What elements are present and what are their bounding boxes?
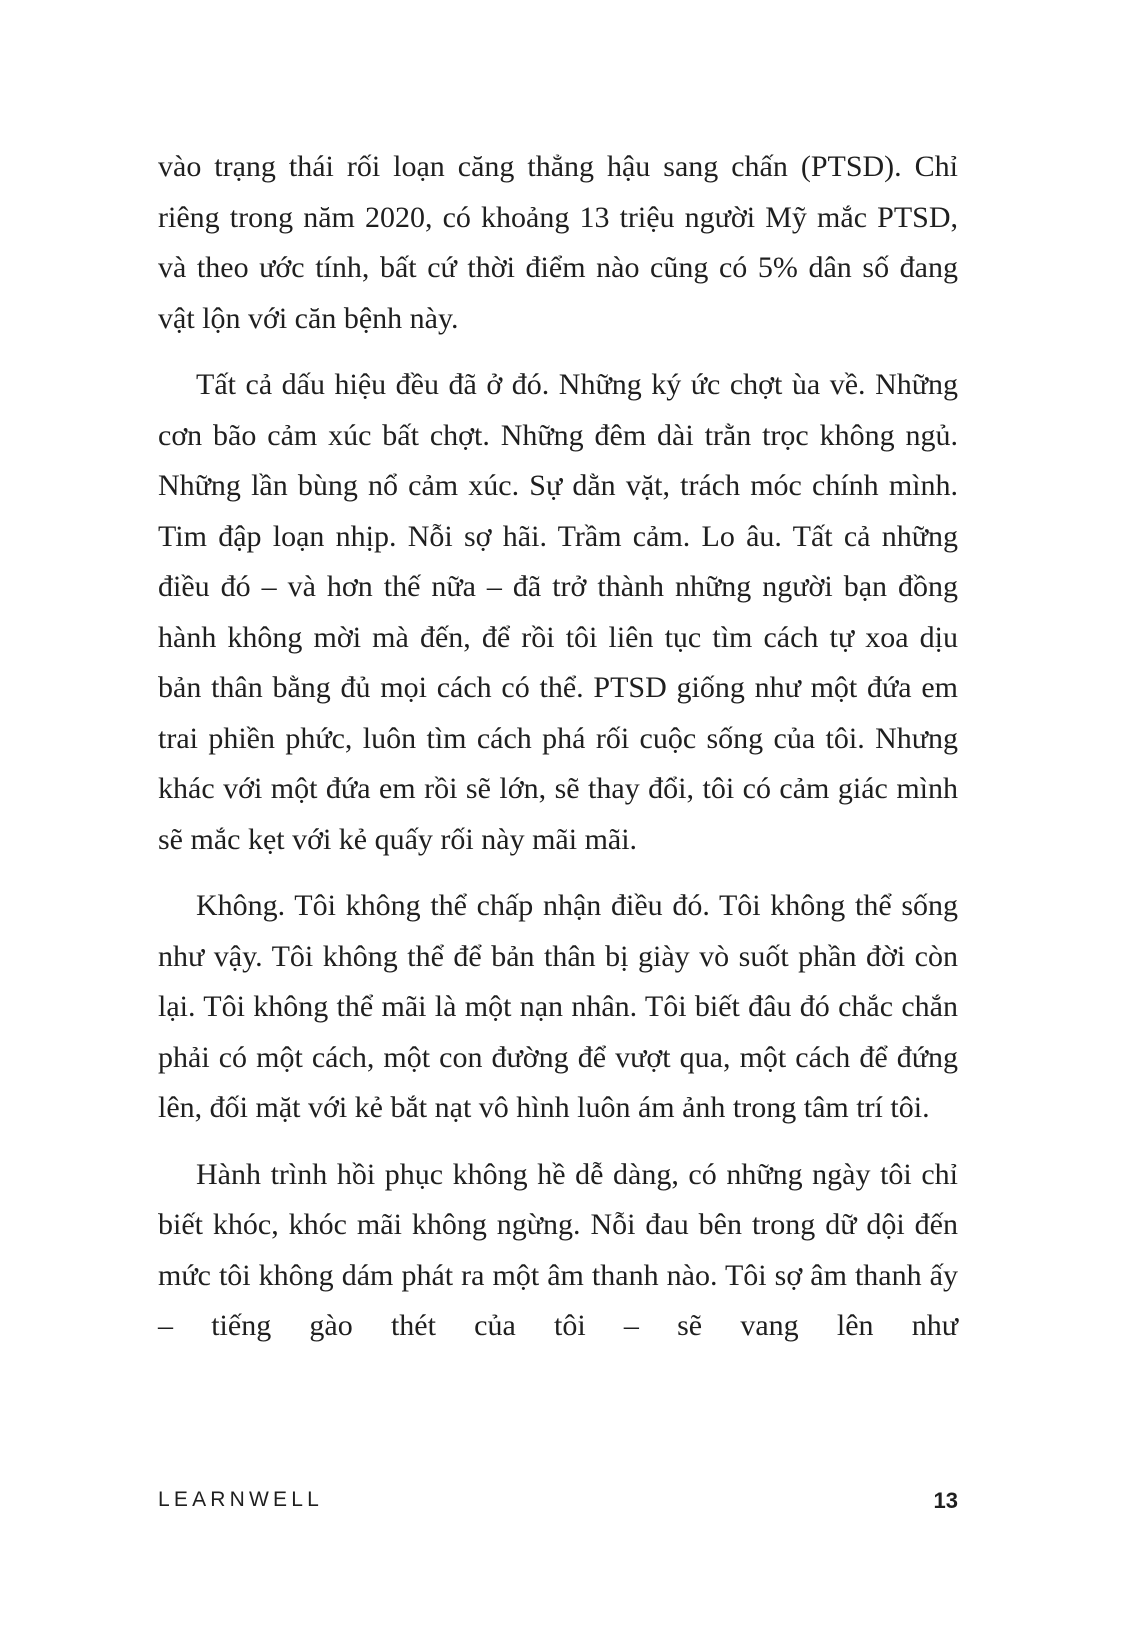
paragraph-3: Không. Tôi không thể chấp nhận điều đó. Tôi không thể sống như vậy. Tôi không thể để bản thân bị giày vò suốt phần đời còn lại. Tôi không thể mãi là một nạn nhân. Tôi biết đâu đó chắc chắn phải có một cách, một con đường để vượt qua, một cách để đứng lên, đối mặt với kẻ bắt nạt vô hình luôn ám ảnh trong tâm trí tôi. [158, 889, 958, 1124]
body-text [158, 142, 958, 1352]
page-footer [158, 1488, 958, 1518]
paragraph-4: Hành trình hồi phục không hề dễ dàng, có những ngày tôi chỉ biết khóc, khóc mãi không ngừng. Nỗi đau bên trong dữ dội đến mức tôi không dám phát ra một âm thanh nào. Tôi sợ âm thanh ấy – tiếng gào thét của tôi – sẽ vang lên như [158, 1157, 958, 1342]
footer-brand: LEARNWELL [158, 1488, 324, 1511]
paragraph-1: vào trạng thái rối loạn căng thẳng hậu sang chấn (PTSD). Chỉ riêng trong năm 2020, có khoảng 13 triệu người Mỹ mắc PTSD, và theo ước tính, bất cứ thời điểm nào cũng có 5% dân số đang vật lộn với căn bệnh này. [158, 150, 958, 335]
page-number: 13 [933, 1488, 958, 1513]
paragraph-2: Tất cả dấu hiệu đều đã ở đó. Những ký ức chợt ùa về. Những cơn bão cảm xúc bất chợt. Những đêm dài trằn trọc không ngủ. Những lần bùng nổ cảm xúc. Sự dằn vặt, trách móc chính mình. Tim đập loạn nhịp. Nỗi sợ hãi. Trầm cảm. Lo âu. Tất cả những điều đó – và hơn thế nữa – đã trở thành những người bạn đồng hành không mời mà đến, để rồi tôi liên tục tìm cách tự xoa dịu bản thân bằng đủ mọi cách có thể. PTSD giống như một đứa em trai phiền phức, luôn tìm cách phá rối cuộc sống của tôi. Nhưng khác với một đứa em rồi sẽ lớn, sẽ thay đổi, tôi có cảm giác mình sẽ mắc kẹt với kẻ quấy rối này mãi mãi. [158, 368, 958, 856]
